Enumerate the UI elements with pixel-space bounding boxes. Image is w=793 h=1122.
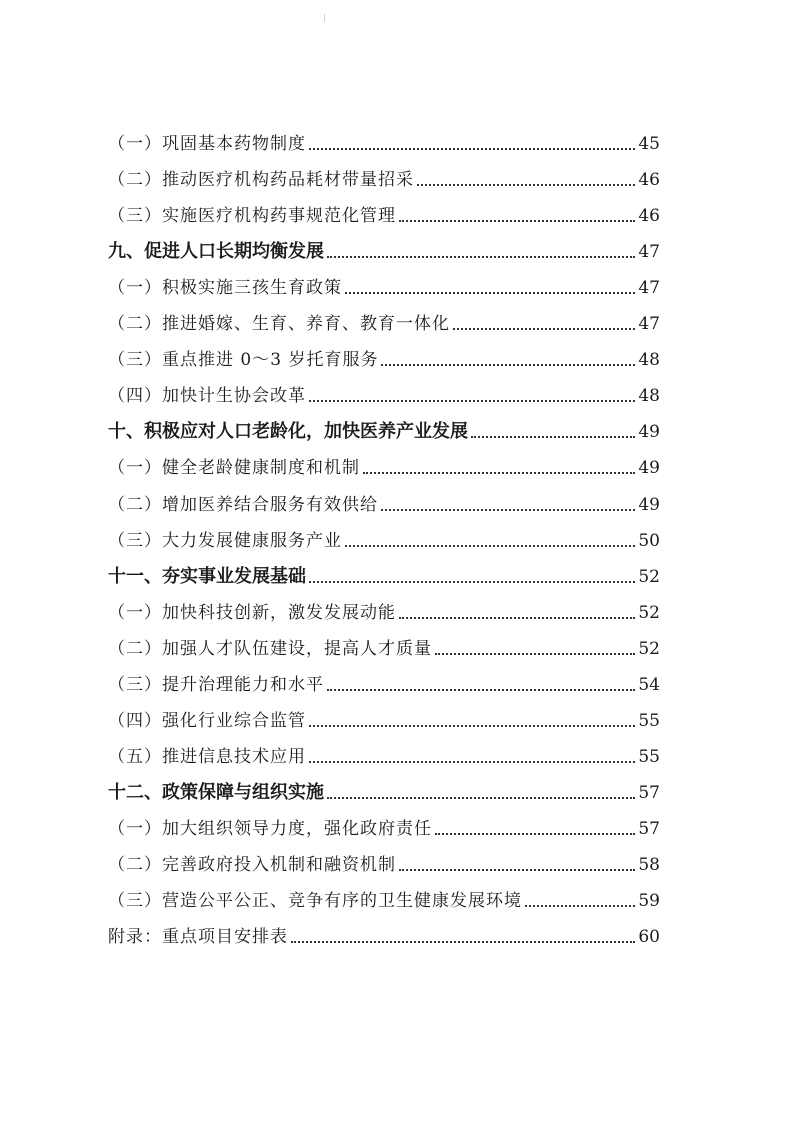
toc-entry-title: 十、积极应对人口老龄化，加快医养产业发展 bbox=[108, 421, 468, 443]
toc-dot-leader bbox=[399, 617, 635, 619]
toc-dot-leader bbox=[417, 184, 635, 186]
toc-dot-leader bbox=[435, 833, 635, 835]
toc-dot-leader bbox=[363, 472, 635, 474]
toc-entry-title: 九、促进人口长期均衡发展 bbox=[108, 241, 324, 263]
toc-page-number: 55 bbox=[638, 746, 660, 767]
toc-section-entry[interactable] bbox=[108, 448, 660, 484]
toc-chapter-entry[interactable] bbox=[108, 412, 660, 448]
table-of-contents bbox=[108, 124, 660, 953]
toc-section-entry[interactable] bbox=[108, 376, 660, 412]
toc-entry-title: （一）巩固基本药物制度 bbox=[108, 134, 306, 155]
toc-page-number: 48 bbox=[638, 350, 660, 371]
toc-page-number: 47 bbox=[638, 242, 660, 263]
toc-entry-title: （三）重点推进 0～3 岁托育服务 bbox=[108, 350, 379, 371]
toc-page-number: 54 bbox=[638, 674, 660, 695]
toc-dot-leader bbox=[309, 581, 635, 583]
toc-chapter-entry[interactable] bbox=[108, 773, 660, 809]
toc-page-number: 49 bbox=[638, 494, 660, 515]
toc-dot-leader bbox=[327, 256, 635, 258]
toc-entry-title: （一）加大组织领导力度，强化政府责任 bbox=[108, 818, 432, 839]
toc-page-number: 46 bbox=[638, 170, 660, 191]
toc-page-number: 59 bbox=[638, 891, 660, 912]
toc-dot-leader bbox=[471, 436, 635, 438]
toc-section-entry[interactable] bbox=[108, 268, 660, 304]
toc-page-number: 60 bbox=[638, 927, 660, 948]
toc-dot-leader bbox=[309, 400, 635, 402]
toc-entry-title: 附录：重点项目安排表 bbox=[108, 927, 288, 948]
toc-dot-leader bbox=[345, 292, 635, 294]
toc-entry-title: 十一、夯实事业发展基础 bbox=[108, 565, 306, 587]
toc-dot-leader bbox=[309, 725, 635, 727]
toc-dot-leader bbox=[345, 545, 635, 547]
toc-section-entry[interactable] bbox=[108, 845, 660, 881]
toc-page-number: 46 bbox=[638, 206, 660, 227]
toc-section-entry[interactable] bbox=[108, 917, 660, 953]
toc-page-number: 47 bbox=[638, 278, 660, 299]
scan-mark bbox=[324, 14, 325, 22]
toc-dot-leader bbox=[399, 220, 635, 222]
toc-entry-title: （一）加快科技创新，激发发展动能 bbox=[108, 602, 396, 623]
toc-page-number: 48 bbox=[638, 386, 660, 407]
toc-entry-title: 十二、政策保障与组织实施 bbox=[108, 781, 324, 803]
toc-entry-title: （三）大力发展健康服务产业 bbox=[108, 530, 342, 551]
toc-section-entry[interactable] bbox=[108, 701, 660, 737]
toc-page-number: 49 bbox=[638, 422, 660, 443]
toc-section-entry[interactable] bbox=[108, 809, 660, 845]
toc-entry-title: （四）强化行业综合监管 bbox=[108, 710, 306, 731]
toc-dot-leader bbox=[399, 869, 635, 871]
toc-page-number: 49 bbox=[638, 458, 660, 479]
toc-section-entry[interactable] bbox=[108, 593, 660, 629]
toc-dot-leader bbox=[309, 148, 635, 150]
toc-entry-title: （二）增加医养结合服务有效供给 bbox=[108, 494, 378, 515]
toc-entry-title: （三）实施医疗机构药事规范化管理 bbox=[108, 206, 396, 227]
toc-entry-title: （二）加强人才队伍建设，提高人才质量 bbox=[108, 638, 432, 659]
toc-section-entry[interactable] bbox=[108, 160, 660, 196]
toc-page-number: 52 bbox=[638, 602, 660, 623]
toc-section-entry[interactable] bbox=[108, 629, 660, 665]
toc-dot-leader bbox=[327, 797, 635, 799]
toc-page-number: 47 bbox=[638, 314, 660, 335]
toc-page-number: 52 bbox=[638, 638, 660, 659]
toc-section-entry[interactable] bbox=[108, 340, 660, 376]
toc-page-number: 50 bbox=[638, 530, 660, 551]
toc-entry-title: （三）提升治理能力和水平 bbox=[108, 674, 324, 695]
toc-page-number: 45 bbox=[638, 134, 660, 155]
toc-entry-title: （四）加快计生协会改革 bbox=[108, 386, 306, 407]
toc-section-entry[interactable] bbox=[108, 737, 660, 773]
toc-section-entry[interactable] bbox=[108, 484, 660, 520]
toc-entry-title: （一）积极实施三孩生育政策 bbox=[108, 278, 342, 299]
toc-dot-leader bbox=[309, 761, 635, 763]
toc-dot-leader bbox=[327, 689, 635, 691]
toc-page-number: 52 bbox=[638, 566, 660, 587]
toc-entry-title: （二）推动医疗机构药品耗材带量招采 bbox=[108, 170, 414, 191]
toc-page-number: 55 bbox=[638, 710, 660, 731]
toc-dot-leader bbox=[435, 653, 635, 655]
toc-entry-title: （三）营造公平公正、竞争有序的卫生健康发展环境 bbox=[108, 891, 522, 912]
toc-section-entry[interactable] bbox=[108, 196, 660, 232]
toc-chapter-entry[interactable] bbox=[108, 232, 660, 268]
toc-page-number: 58 bbox=[638, 854, 660, 875]
toc-page-number: 57 bbox=[638, 782, 660, 803]
toc-section-entry[interactable] bbox=[108, 881, 660, 917]
toc-section-entry[interactable] bbox=[108, 124, 660, 160]
toc-dot-leader bbox=[381, 509, 635, 511]
toc-entry-title: （五）推进信息技术应用 bbox=[108, 746, 306, 767]
toc-entry-title: （二）推进婚嫁、生育、养育、教育一体化 bbox=[108, 314, 450, 335]
toc-chapter-entry[interactable] bbox=[108, 557, 660, 593]
toc-dot-leader bbox=[453, 328, 635, 330]
toc-page-number: 57 bbox=[638, 818, 660, 839]
toc-entry-title: （二）完善政府投入机制和融资机制 bbox=[108, 854, 396, 875]
toc-dot-leader bbox=[381, 364, 635, 366]
toc-section-entry[interactable] bbox=[108, 521, 660, 557]
toc-entry-title: （一）健全老龄健康制度和机制 bbox=[108, 458, 360, 479]
toc-dot-leader bbox=[525, 905, 635, 907]
toc-section-entry[interactable] bbox=[108, 304, 660, 340]
toc-dot-leader bbox=[291, 941, 635, 943]
toc-section-entry[interactable] bbox=[108, 665, 660, 701]
